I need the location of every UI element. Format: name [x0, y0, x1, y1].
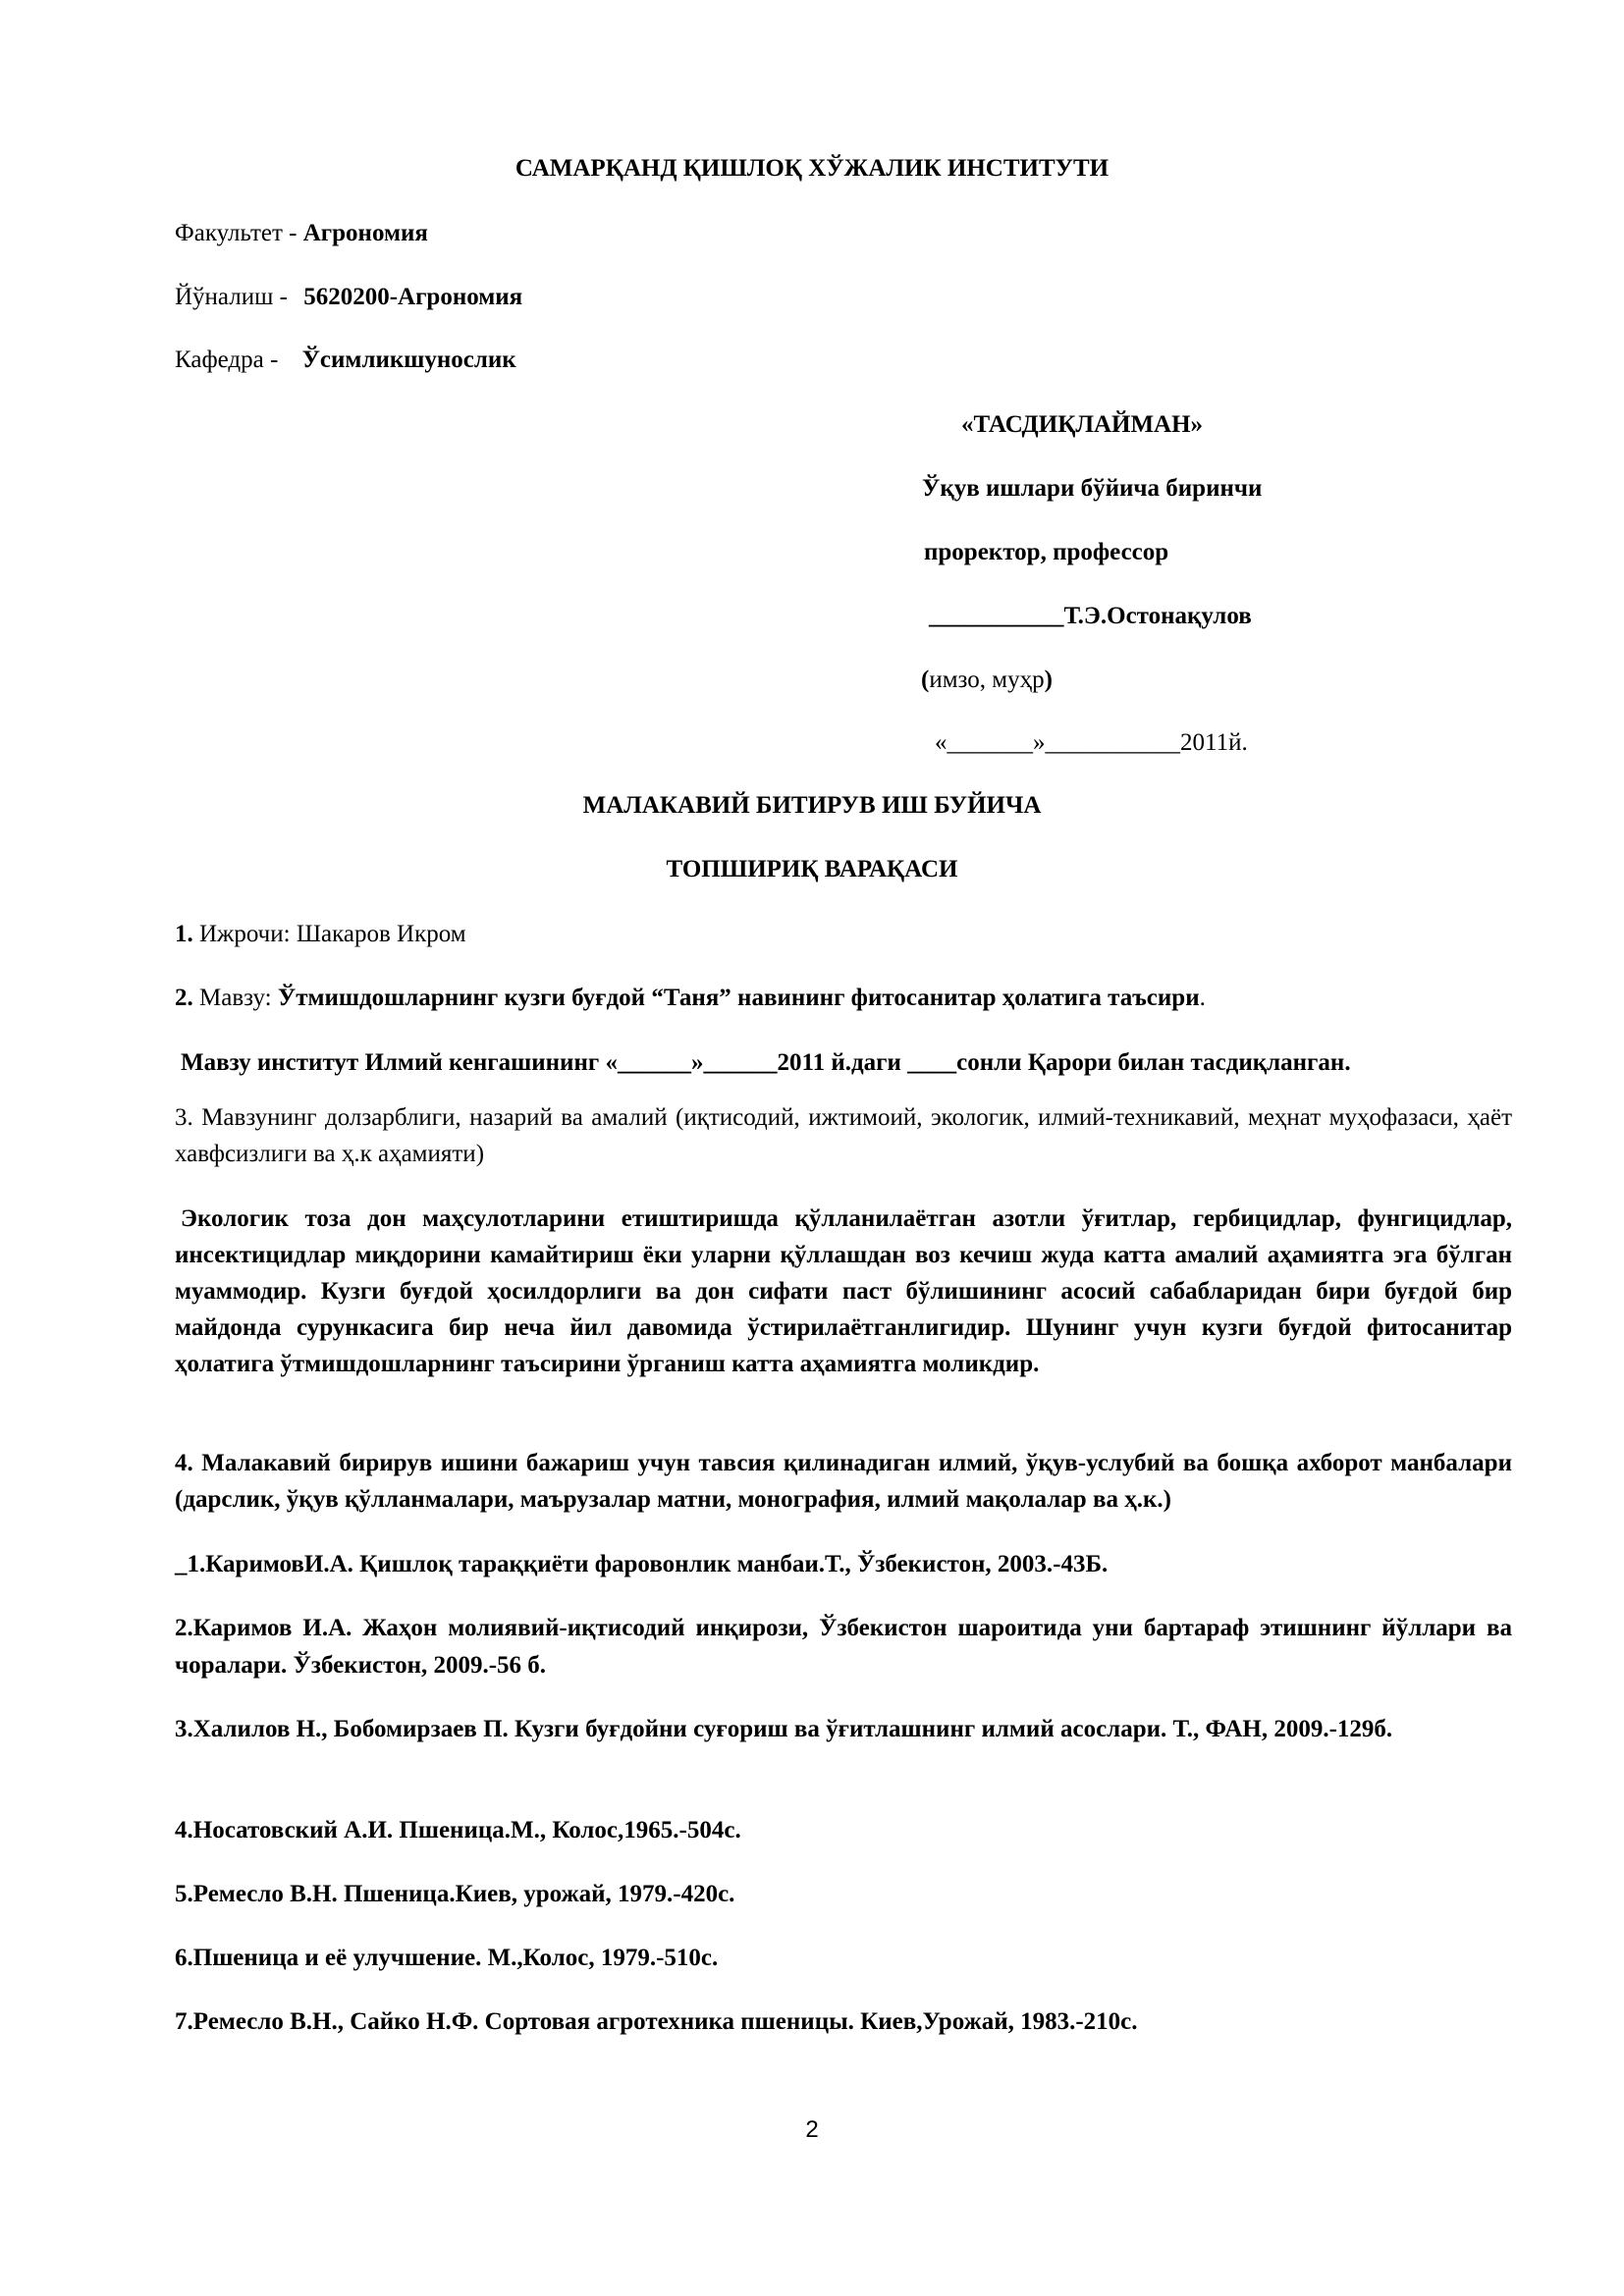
institute-title: САМАРҚАНД ҚИШЛОҚ ХЎЖАЛИК ИНСТИТУТИ [514, 155, 1110, 182]
reference-item: 3.Халилов Н., Бобомирзаев П. Кузги буғдойни суғориш ва ўғитлашнинг илмий асослари. Т., ФАН, 2009.-129б. [175, 1716, 1393, 1742]
reference-item: 6.Пшеница и её улучшение. М.,Колос, 1979.-510с. [175, 1945, 719, 1971]
heading-line1: МАЛАКАВИЙ БИТИРУВ ИШ БУЙИЧА [582, 792, 1042, 819]
faculty-line [175, 220, 428, 247]
approval-date: «_______»___________2011й. [935, 729, 1248, 756]
relevance-title: 3. Мавзунинг долзарблиги, назарий ва амалий (иқтисодий, ижтимоий, экологик, илмий-техникавий, меҳнат муҳофазаси, ҳаёт хавфсизлиги ва ҳ.к аҳамияти) [175, 1104, 1512, 1167]
executor-line [175, 921, 466, 948]
approval-line2: проректор, профессор [924, 539, 1169, 565]
page-number: 2 [805, 2116, 819, 2143]
topic-end: . [1199, 985, 1206, 1011]
heading-line2: ТОПШИРИҚ ВАРАҚАСИ [666, 856, 958, 882]
reference-item: 4.Носатовский А.И. Пшеница.М., Колос,1965.-504с. [175, 1817, 741, 1843]
topic-label: Мавзу: [192, 985, 278, 1011]
reference-item: 2.Каримов И.А. Жаҳон молиявий-иқтисодий инқирози, Ўзбекистон шароитида уни бартараф этишнинг йўллари ва чоралари. Ўзбекистон, 2009.-56 б. [175, 1615, 1512, 1679]
direction-value: 5620200-Агрономия [303, 284, 523, 310]
approval-line1: Ўқув ишлари бўйича биринчи [922, 475, 1263, 502]
signature-line: ___________Т.Э.Остонақулов [929, 603, 1252, 629]
stamp-note [921, 667, 1053, 694]
faculty-label: Факультет - [175, 220, 303, 246]
topic-value: Ўтмишдошларнинг кузги буғдой “Таня” навининг фитосанитар ҳолатига таъсири [277, 985, 1200, 1011]
reference-item: 5.Ремесло В.Н. Пшеница.Киев, урожай, 1979.-420с. [175, 1881, 735, 1907]
direction-line [175, 284, 522, 311]
executor-text: Ижрочи: Шакаров Икром [192, 921, 466, 947]
reference-item: 7.Ремесло В.Н., Сайко Н.Ф. Сортовая агротехника пшеницы. Киев,Урожай, 1983.-210с. [175, 2008, 1138, 2035]
stamp-text: имзо, муҳр [929, 667, 1045, 693]
stamp-close: ) [1044, 667, 1053, 693]
department-value: Ўсимликшунослик [301, 347, 516, 373]
approval-note: Мавзу институт Илмий кенгашининг «______»______2011 й.даги ____сонли Қарори билан тасдиқланган. [181, 1049, 1351, 1076]
approval-title: «ТАСДИҚЛАЙМАН» [961, 411, 1204, 438]
topic-num: 2. [175, 985, 193, 1011]
direction-label: Йўналиш - [175, 284, 295, 310]
department-line [175, 347, 516, 374]
topic-line [175, 985, 1206, 1012]
reference-item: _1.КаримовИ.А. Қишлоқ тараққиёти фаровонлик манбаи.Т., Ўзбекистон, 2003.-43Б. [175, 1551, 1109, 1577]
department-label: Кафедра - [175, 347, 285, 373]
sources-title: 4. Малакавий бирирув ишини бажариш учун тавсия қилинадиган илмий, ўқув-услубий ва бошқа ахборот манбалари (дарслик, ўқув қўлланмалари, маърузалар матни, монография, илмий мақолалар ва ҳ.к.) [175, 1450, 1512, 1513]
relevance-text: Экологик тоза дон маҳсулотларини етиштиришда қўлланилаётган азотли ўғитлар, гербицидлар, фунгицидлар, инсектицидлар миқдорини камайтириш ёки уларни қўллашдан воз кечиш жуда катта амалий аҳамиятга эга бўлган муаммодир. Кузги буғдой ҳосилдорлиги ва дон сифати паст бўлишининг асосий сабабларидан бири буғдой бир майдонда сурункасига бир неча йил давомида ўстирилаётганлигидир. Шунинг учун кузги буғдой фитосанитар ҳолатига ўтмишдошларнинг таъсирини ўрганиш катта аҳамиятга моликдир. [175, 1205, 1512, 1377]
stamp-open: ( [921, 667, 930, 693]
executor-num: 1. [175, 921, 193, 947]
faculty-value: Агрономия [302, 220, 428, 246]
